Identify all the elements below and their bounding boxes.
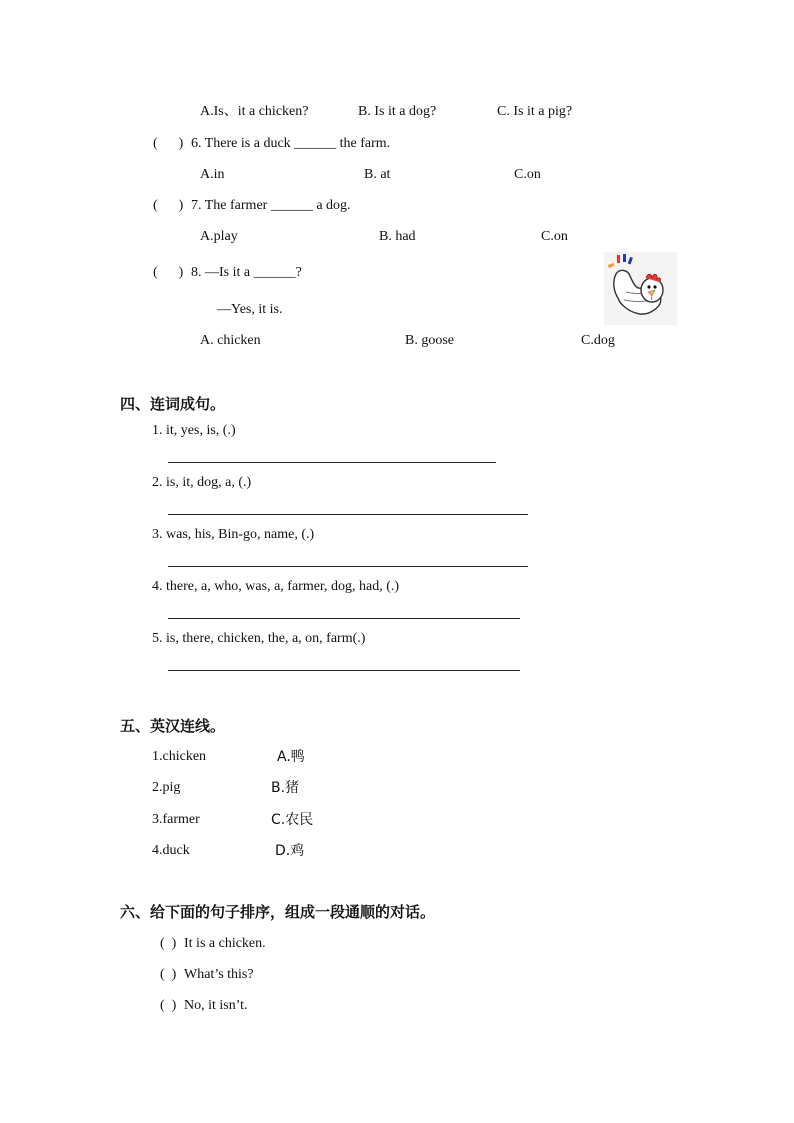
q6-option-c: C.on: [514, 167, 541, 182]
section-4-item-1: 1. it, yes, is, (.): [152, 423, 236, 438]
q7-option-c: C.on: [541, 229, 568, 244]
q8-stem: 8. —Is it a ______?: [191, 265, 302, 280]
order-paren-1: ( ): [160, 936, 177, 951]
q7-answer-paren: ( ): [153, 198, 184, 213]
order-sentence-2: What’s this?: [184, 967, 254, 982]
match-right-b: B.猪: [271, 780, 300, 796]
match-right-d: D.鸡: [275, 843, 305, 859]
answer-line-1: [168, 462, 496, 463]
match-left-4: 4.duck: [152, 843, 190, 858]
match-left-1: 1.chicken: [152, 749, 207, 764]
match-left-2: 2.pig: [152, 780, 181, 795]
q5-option-c: C. Is it a pig?: [497, 104, 573, 119]
q6-option-a: A.in: [200, 167, 225, 182]
order-paren-3: ( ): [160, 998, 177, 1013]
match-left-3: 3.farmer: [152, 812, 200, 827]
order-sentence-1: It is a chicken.: [184, 936, 266, 951]
q7-option-b: B. had: [379, 229, 416, 244]
q5-option-a: A.Is、it a chicken?: [200, 104, 309, 119]
q8-option-c: C.dog: [581, 333, 615, 348]
answer-line-3: [168, 566, 528, 567]
q6-stem: 6. There is a duck ______ the farm.: [191, 136, 391, 151]
order-sentence-3: No, it isn’t.: [184, 998, 248, 1013]
q8-reply: —Yes, it is.: [217, 302, 283, 317]
section-4-item-2: 2. is, it, dog, a, (.): [152, 475, 252, 490]
q5-option-b: B. Is it a dog?: [358, 104, 437, 119]
answer-line-4: [168, 618, 520, 619]
q6-option-b: B. at: [364, 167, 391, 182]
q6-answer-paren: ( ): [153, 136, 184, 151]
q7-stem: 7. The farmer ______ a dog.: [191, 198, 351, 213]
match-right-c: C.农民: [271, 812, 314, 828]
section-4-item-4: 4. there, a, who, was, a, farmer, dog, had, (.): [152, 579, 400, 594]
section-4-item-5: 5. is, there, chicken, the, a, on, farm(.): [152, 631, 366, 646]
cartoon-chicken-thumbs-up-icon: [604, 252, 677, 325]
answer-line-2: [168, 514, 528, 515]
section-4-item-3: 3. was, his, Bin-go, name, (.): [152, 527, 315, 542]
order-paren-2: ( ): [160, 967, 177, 982]
q8-option-a: A. chicken: [200, 333, 261, 348]
q8-answer-paren: ( ): [153, 265, 184, 280]
section-5-title: 五、英汉连线。: [120, 717, 226, 735]
answer-line-5: [168, 670, 520, 671]
match-right-a: A.鸭: [277, 749, 305, 765]
section-4-title: 四、连词成句。: [120, 395, 226, 413]
section-6-title: 六、给下面的句子排序，组成一段通顺的对话。: [120, 903, 436, 921]
q7-option-a: A.play: [200, 229, 238, 244]
q8-option-b: B. goose: [405, 333, 454, 348]
